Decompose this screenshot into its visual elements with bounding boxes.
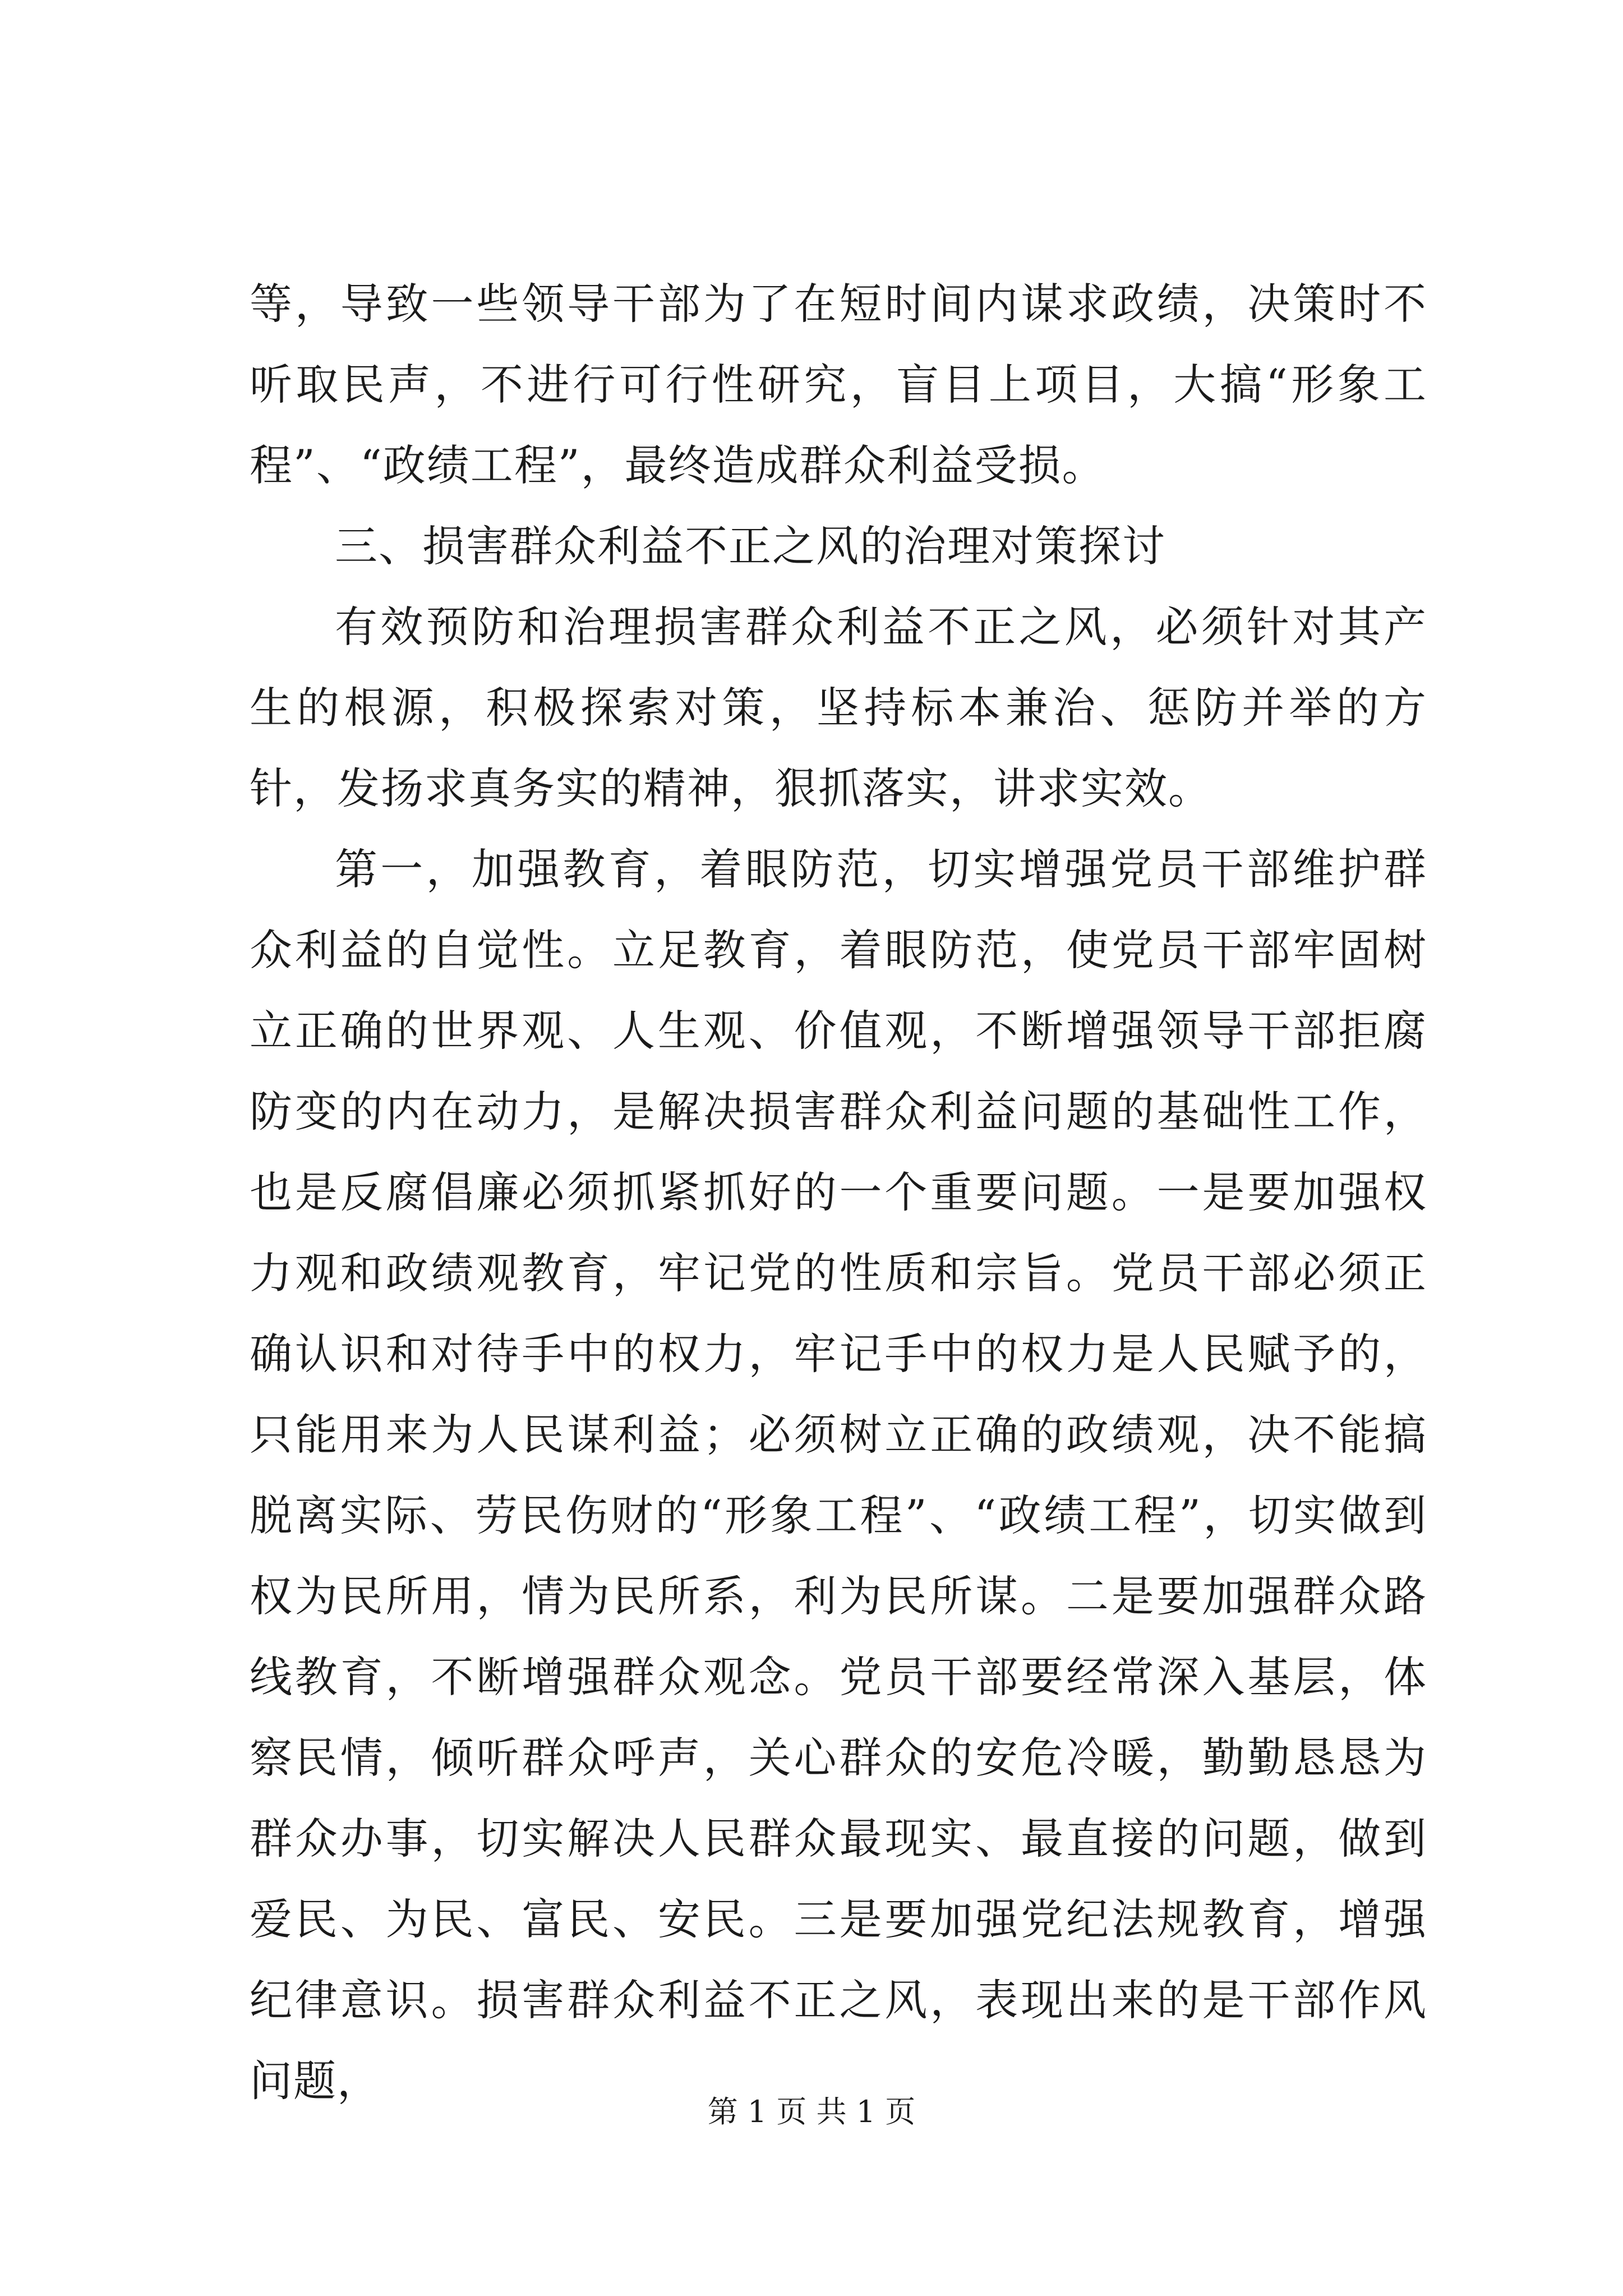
- paragraph-1: 等，导致一些领导干部为了在短时间内谋求政绩，决策时不听取民声，不进行可行性研究，盲目上项目，大搞“形象工程”、“政绩工程”，最终造成群众利益受损。: [250, 279, 1427, 490]
- paragraph-3: 有效预防和治理损害群众利益不正之风，必须针对其产生的根源，积极探索对策，坚持标本兼治、惩防并举的方针，发扬求真务实的精神，狠抓落实，讲求实效。: [250, 602, 1427, 813]
- paragraph-4: 第一，加强教育，着眼防范，切实增强党员干部维护群众利益的自觉性。立足教育，着眼防范，使党员干部牢固树立正确的世界观、人生观、价值观，不断增强领导干部拒腐防变的内在动力，是解决损害群众利益问题的基础性工作，也是反腐倡廉必须抓紧抓好的一个重要问题。一是要加强权力观和政绩观教育，牢记党的性质和宗旨。党员干部必须正确认识和对待手中的权力，牢记手中的权力是人民赋予的，只能用来为人民谋利益；必须树立正确的政绩观，决不能搞脱离实际、劳民伤财的“形象工程”、“政绩工程”，切实做到权为民所用，情为民所系，利为民所谋。二是要加强群众路线教育，不断增强群众观念。党员干部要经常深入基层，体察民情，倾听群众呼声，关心群众的安危冷暖，勤勤恳恳为群众办事，切实解决人民群众最现实、最直接的问题，做到爱民、为民、富民、安民。三是要加强党纪法规教育，增强纪律意识。损害群众利益不正之风，表现出来的是干部作风问题，: [250, 844, 1427, 2106]
- document-body: [250, 264, 1427, 2122]
- page-footer: 第 1 页 共 1 页: [707, 2094, 916, 2129]
- section-heading: 三、损害群众利益不正之风的治理对策探讨: [335, 521, 1166, 571]
